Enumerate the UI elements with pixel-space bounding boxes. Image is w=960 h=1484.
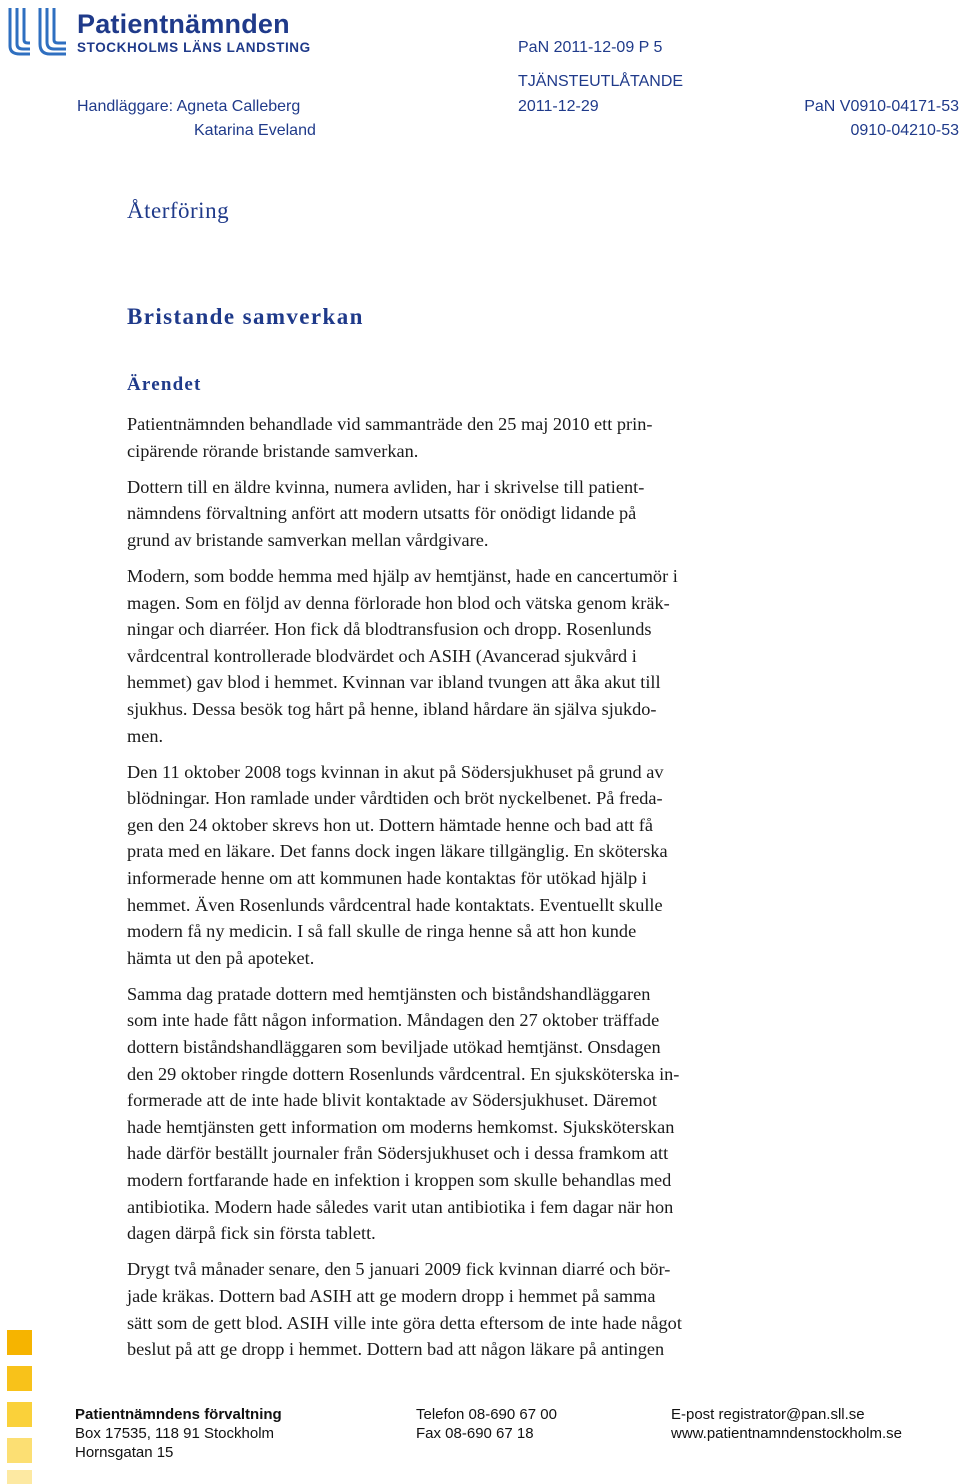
paragraph-line: men. [127, 725, 164, 746]
paragraph-line: hemmet. Även Rosenlunds vårdcentral hade kontaktats. Eventuellt skulle [127, 894, 663, 915]
paragraph-line: prata med en läkare. Det fanns dock ingen läkare tillgänglig. En sköterska [127, 841, 668, 862]
document-title: Bristande samverkan [127, 304, 364, 329]
paragraph-line: jade kräkas. Dottern bad ASIH att ge modern dropp i hemmet på samma [127, 1285, 656, 1306]
paragraph-line: antibiotika. Modern hade således varit utan antibiotika i fem dagar när hon [127, 1196, 674, 1217]
paragraph-line: Modern, som bodde hemma med hjälp av hemtjänst, hade en cancertumör i [127, 565, 678, 586]
footer-org: Patientnämndens förvaltning [75, 1406, 282, 1423]
footer-street: Hornsgatan 15 [75, 1444, 174, 1461]
paragraph [127, 563, 827, 749]
paragraph-line: sjukhus. Dessa besök tog hårt på henne, ibland hårdare än själva sjukdo- [127, 698, 657, 719]
paragraph-line: vårdcentral kontrollerade blodvärdet och ASIH (Avancerad sjukvård i [127, 645, 637, 666]
document-type: TJÄNSTEUTLÅTANDE [518, 73, 684, 90]
meeting-reference: PaN 2011-12-09 P 5 [518, 39, 663, 56]
paragraph-line: dagen därpå fick sin första tablett. [127, 1223, 376, 1244]
landsting-logo-icon [6, 6, 68, 58]
paragraph-line: gen den 24 oktober skrevs hon ut. Dottern hämtade henne och bad att få [127, 814, 653, 835]
paragraph-line: blödningar. Hon ramlade under vårdtiden och bröt nyckelbenet. På freda- [127, 788, 663, 809]
footer-fax: Fax 08-690 67 18 [416, 1425, 534, 1442]
paragraph-line: dottern biståndshandläggaren som beviljade utökad hemtjänst. Onsdagen [127, 1037, 661, 1058]
case-number-1: PaN V0910-04171-53 [804, 98, 959, 115]
subheading: Ärendet [127, 374, 202, 395]
paragraph [127, 474, 827, 554]
body-text [127, 411, 827, 1372]
logo-subtitle: STOCKHOLMS LÄNS LANDSTING [77, 40, 311, 55]
paragraph-line: Dottern till en äldre kvinna, numera avliden, har i skrivelse till patient- [127, 476, 645, 497]
decor-square [7, 1438, 32, 1463]
paragraph [127, 759, 827, 972]
paragraph-line: formerade att de inte hade blivit kontaktade av Södersjukhuset. Däremot [127, 1090, 657, 1111]
paragraph-line: hade därför beställt journaler från Södersjukhuset och i dessa framkom att [127, 1143, 669, 1164]
paragraph-line: modern få ny medicin. I så fall skulle de ringa henne så att hon kunde [127, 921, 637, 942]
paragraph-line: nämndens förvaltning anfört att modern utsatts för onödigt lidande på [127, 503, 637, 524]
handlers-line-1: Handläggare: Agneta Calleberg [77, 98, 301, 115]
paragraph [127, 411, 827, 464]
decor-square [7, 1366, 32, 1391]
document-date: 2011-12-29 [518, 98, 599, 115]
footer-website[interactable]: www.patientnamndenstockholm.se [671, 1425, 902, 1442]
paragraph [127, 1256, 827, 1362]
paragraph-line: Den 11 oktober 2008 togs kvinnan in akut på Södersjukhuset på grund av [127, 761, 664, 782]
handlers-line-2: Katarina Eveland [194, 122, 316, 139]
paragraph-line: som inte hade fått någon information. Måndagen den 27 oktober träffade [127, 1010, 660, 1031]
decor-square [7, 1470, 32, 1484]
paragraph-line: modern fortfarande hade en infektion i kroppen som skulle behandlas med [127, 1170, 672, 1191]
decor-square [7, 1330, 32, 1355]
paragraph-line: den 29 oktober ringde dottern Rosenlunds vårdcentral. En sjuksköterska in- [127, 1063, 680, 1084]
paragraph-line: beslut på att ge dropp i hemmet. Dottern bad att någon läkare på antingen [127, 1339, 665, 1360]
paragraph-line: cipärende rörande bristande samverkan. [127, 440, 419, 461]
section-label: Återföring [127, 198, 230, 223]
footer-phone: Telefon 08-690 67 00 [416, 1406, 557, 1423]
decor-square [7, 1402, 32, 1427]
paragraph-line: sätt som de gett blod. ASIH ville inte göra detta eftersom de inte hade något [127, 1312, 682, 1333]
footer-box: Box 17535, 118 91 Stockholm [75, 1425, 275, 1442]
paragraph-line: magen. Som en följd av denna förlorade hon blod och vätska genom kräk- [127, 592, 670, 613]
paragraph-line: Patientnämnden behandlade vid sammanträde den 25 maj 2010 ett prin- [127, 414, 653, 434]
paragraph-line: grund av bristande samverkan mellan vårdgivare. [127, 529, 489, 550]
paragraph [127, 981, 827, 1247]
paragraph-line: hämta ut den på apoteket. [127, 947, 315, 968]
footer-email[interactable]: E-post registrator@pan.sll.se [671, 1406, 865, 1423]
paragraph-line: ningar och diarréer. Hon fick då blodtransfusion och dropp. Rosenlunds [127, 619, 652, 640]
case-number-2: 0910-04210-53 [850, 122, 959, 139]
paragraph-line: hemmet) gav blod i hemmet. Kvinnan var ibland tvungen att åka akut till [127, 672, 661, 693]
paragraph-line: Drygt två månader senare, den 5 januari 2009 fick kvinnan diarré och bör- [127, 1259, 671, 1280]
paragraph-line: hade hemtjänsten gett information om moderns hemkomst. Sjuksköterskan [127, 1116, 675, 1137]
paragraph-line: informerade henne om att kommunen hade kontaktas för utökad hjälp i [127, 868, 647, 888]
paragraph-line: Samma dag pratade dottern med hemtjänsten och biståndshandläggaren [127, 983, 651, 1004]
logo-title: Patientnämnden [77, 9, 290, 39]
